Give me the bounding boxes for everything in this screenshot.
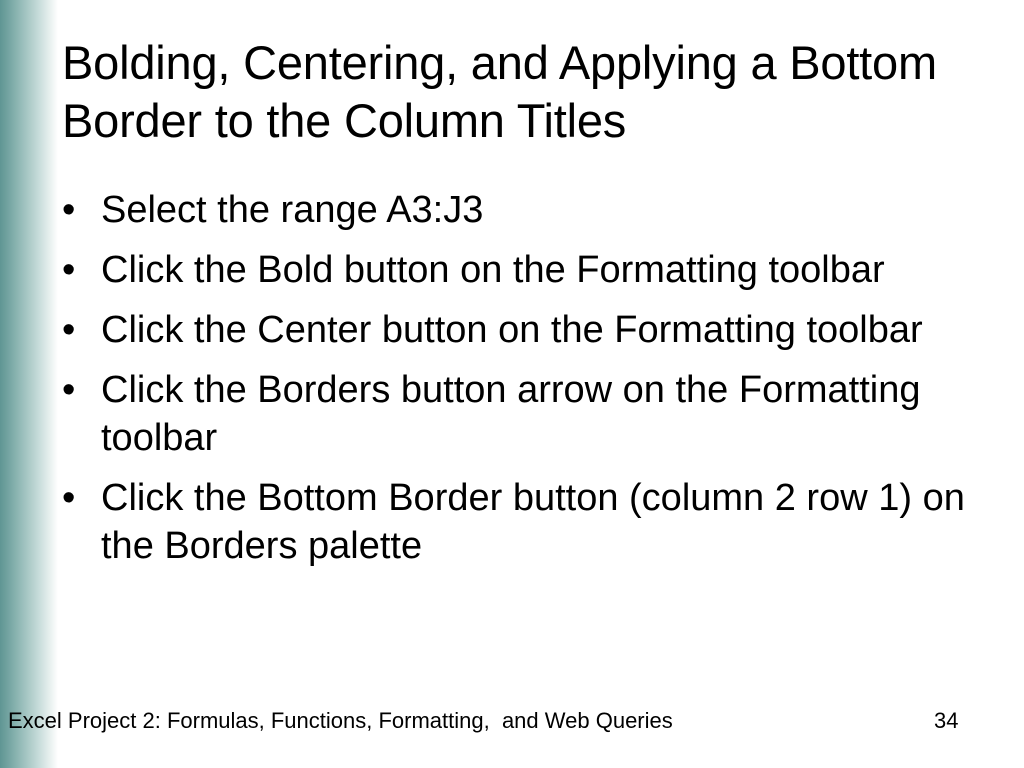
bullet-dot-icon: • [62, 477, 76, 519]
page-number: 34 [934, 708, 959, 733]
bullet-item-borders-arrow [62, 366, 982, 462]
bullet-list [62, 186, 982, 582]
bullet-dot-icon: • [62, 369, 76, 411]
bullet-dot-icon: • [62, 309, 76, 351]
bullet-item-select-range [62, 186, 982, 234]
slide-title: Bolding, Centering, and Applying a Bottom Border to the Column Titles [62, 36, 937, 147]
bullet-text: Click the Borders button arrow on the Formatting toolbar [101, 369, 921, 459]
bullet-text: Click the Bottom Border button (column 2 row 1) on the Borders palette [101, 477, 965, 567]
bullet-item-bottom-border [62, 474, 982, 570]
left-gradient-band [0, 0, 58, 768]
bullet-item-bold [62, 246, 982, 294]
bullet-dot-icon: • [62, 189, 76, 231]
bullet-dot-icon: • [62, 249, 76, 291]
bullet-text: Click the Center button on the Formatting toolbar [101, 309, 923, 351]
bullet-text: Click the Bold button on the Formatting toolbar [101, 249, 885, 291]
footer-title: Excel Project 2: Formulas, Functions, Formatting, and Web Queries [8, 708, 673, 733]
bullet-text: Select the range A3:J3 [101, 189, 484, 231]
bullet-item-center [62, 306, 982, 354]
